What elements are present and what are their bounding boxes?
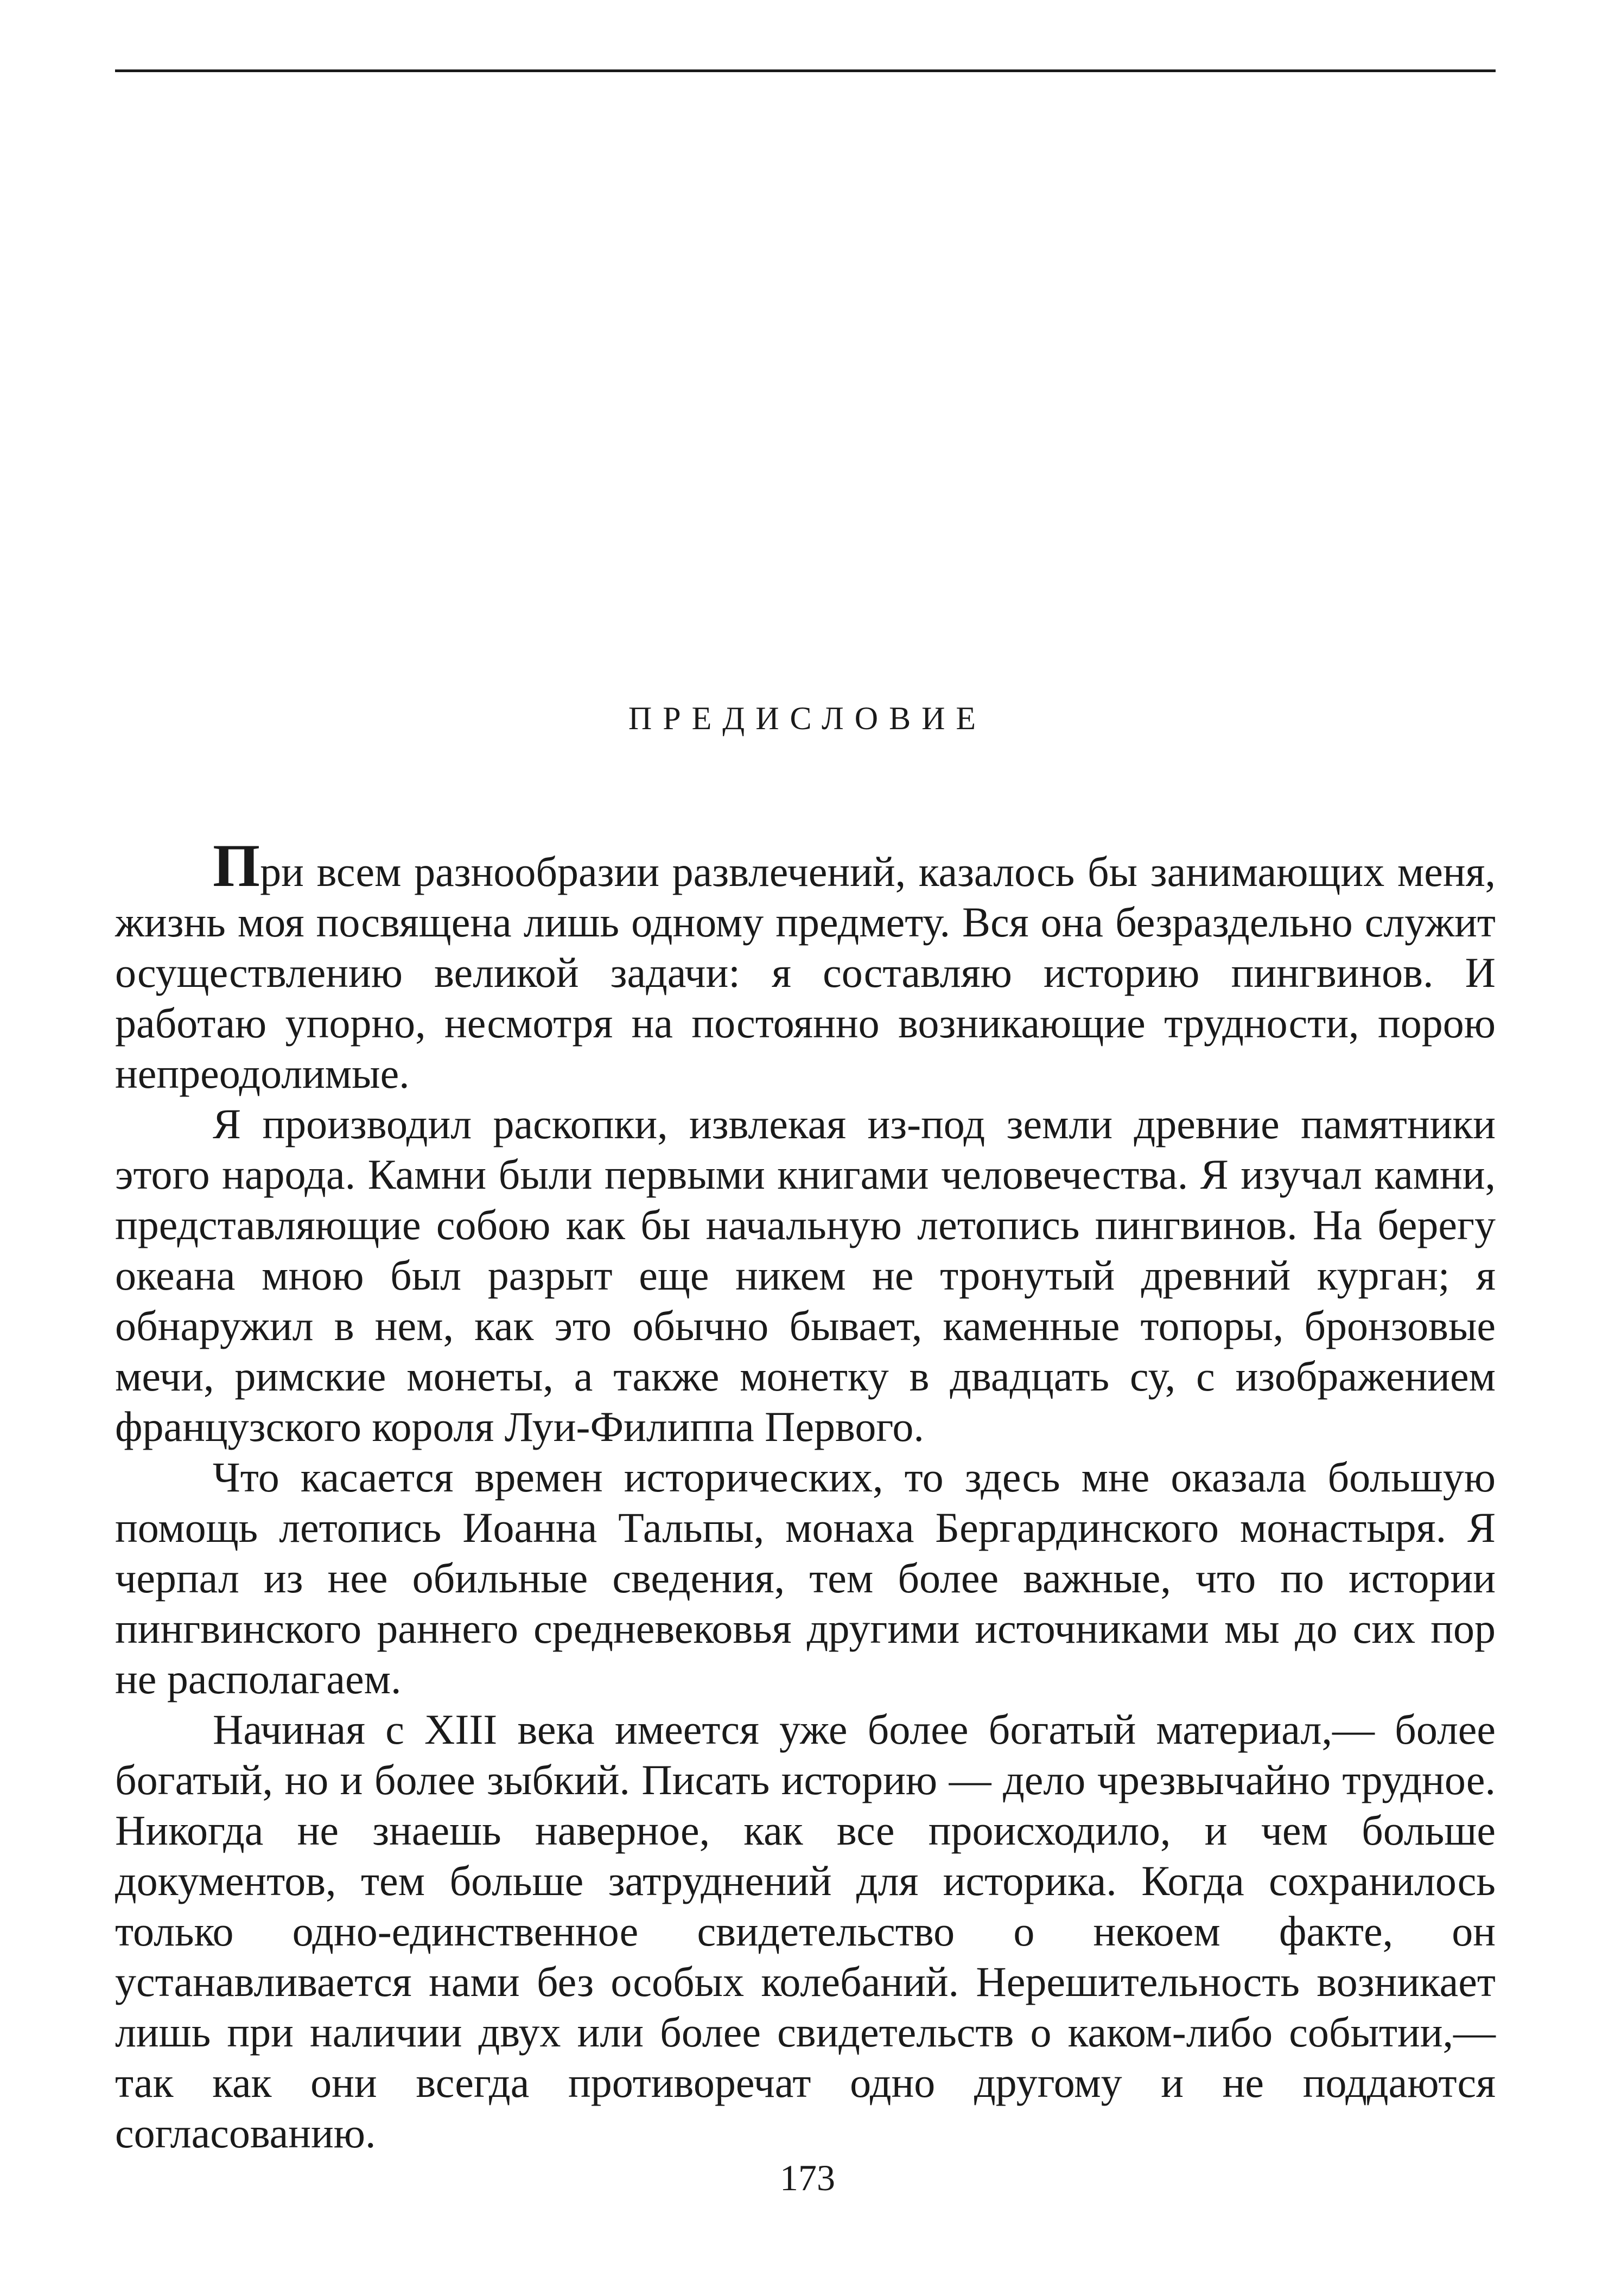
- body-text: [115, 832, 1496, 2158]
- page-heading: ПРЕДИСЛОВИЕ: [628, 700, 987, 736]
- paragraph-4: Начиная с XIII века имеется уже более богатый материал,— более богатый, но и более зыбкий. Писать историю — дело чрезвычайно трудное. Никогда не знаешь наверное, как все происходило, и чем больше документов, тем больше затруднений для историка. Когда сохранилось только одно-единственное свидетельство о некоем факте, он устанавливается нами без особых колебаний. Нерешительность возникает лишь при наличии двух или более свидетельств о каком-либо событии,— так как они всегда противоречат одно другому и не поддаются согласованию.: [115, 1706, 1496, 2157]
- paragraph-1: [115, 832, 1496, 1099]
- top-rule: [115, 69, 1496, 72]
- paragraph-3: Что касается времен исторических, то здесь мне оказала большую помощь летопись Иоанна Тальпы, монаха Бергардинского монастыря. Я черпал из нее обильные сведения, тем более важные, что по истории пингвинского раннего средневековья другими источниками мы до сих пор не располагаем.: [115, 1453, 1496, 1702]
- paragraph-2: Я производил раскопки, извлекая из-под земли древние памятники этого народа. Камни были первыми книгами человечества. Я изучал камни, представляющие собою как бы начальную летопись пингвинов. На берегу океана мною был разрыт еще никем не тронутый древний курган; я обнаружил в нем, как это обычно бывает, каменные топоры, бронзовые мечи, римские монеты, а также монетку в двадцать су, с изображением французского короля Луи-Филиппа Первого.: [115, 1100, 1496, 1450]
- page-number: 173: [780, 2157, 835, 2198]
- paragraph-1-text: ри всем разнообразии развлечений, казалось бы занимающих меня, жизнь моя посвящена лишь одному предмету. Вся она безраздельно служит осуществлению великой задачи: я составляю историю пингвинов. И работаю упорно, несмотря на постоянно возникающие трудности, порою непреодолимые.: [115, 848, 1496, 1097]
- drop-initial: П: [213, 832, 260, 900]
